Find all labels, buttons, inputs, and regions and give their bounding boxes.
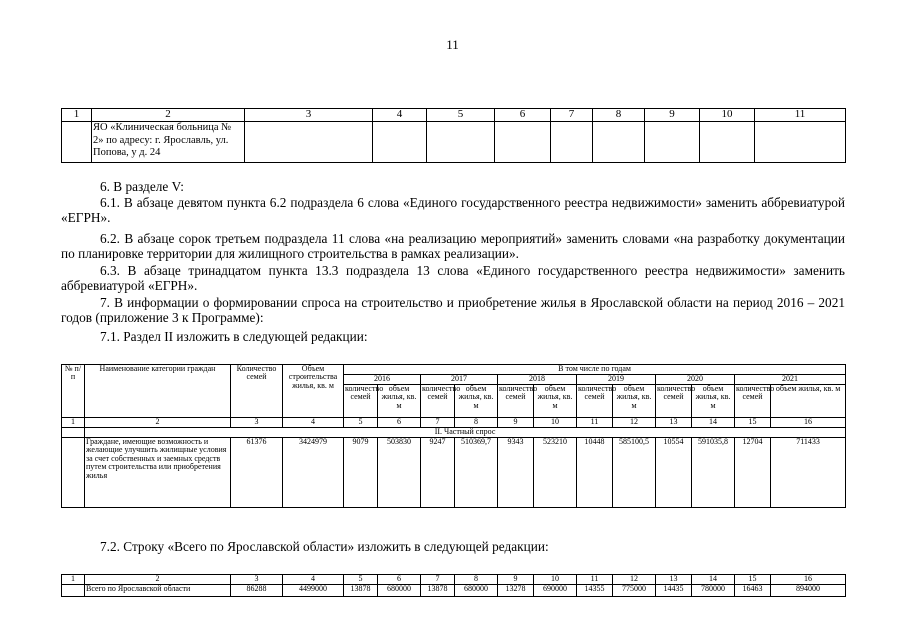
row-value: 14435: [656, 585, 692, 597]
col-number: 3: [231, 418, 283, 428]
col-number: 1: [62, 109, 92, 122]
paragraph: 6.2. В абзаце сорок третьем подраздела 11 слова «на реализацию мероприятий» заменить словами «на разработку документации по планировке территории для жилищного строительства в рамках реализации».: [61, 231, 845, 261]
col-number: 10: [534, 575, 577, 585]
row-number: [62, 438, 85, 508]
col-number: 3: [245, 109, 373, 122]
col-number: 16: [771, 418, 846, 428]
row-value: 690000: [534, 585, 577, 597]
row-value: 13878: [344, 585, 378, 597]
header-year: 2017: [421, 375, 498, 385]
col-number: 2: [85, 418, 231, 428]
header-volume: Объем строительства жилья, кв. м: [283, 365, 344, 418]
table-cell: [62, 428, 85, 438]
col-number: 8: [593, 109, 645, 122]
header-number: № п/п: [62, 365, 85, 418]
col-number: 11: [577, 575, 613, 585]
col-number: 16: [771, 575, 846, 585]
col-number: 10: [700, 109, 755, 122]
header-sub-volume: объем жилья, кв. м: [771, 385, 846, 418]
row-value: 591035,8: [692, 438, 735, 508]
table-cell: [245, 122, 373, 163]
col-number: 9: [645, 109, 700, 122]
table-cell: [373, 122, 427, 163]
col-number: 8: [455, 418, 498, 428]
col-number: 11: [577, 418, 613, 428]
col-number: 2: [85, 575, 231, 585]
paragraph: 7.1. Раздел II изложить в следующей редакции:: [100, 329, 368, 344]
row-value: 10554: [656, 438, 692, 508]
table-hospital: [61, 108, 846, 163]
col-number: 6: [495, 109, 551, 122]
col-number: 11: [755, 109, 846, 122]
column-number-row: [62, 418, 846, 428]
col-number: 1: [62, 575, 85, 585]
header-year: 2018: [498, 375, 577, 385]
table-cell: [645, 122, 700, 163]
row-value: 780000: [692, 585, 735, 597]
table-cell: [593, 122, 645, 163]
header-year: 2021: [735, 375, 846, 385]
page-number: 11: [446, 37, 459, 52]
row-category: Граждане, имеющие возможность и желающие улучшить жилищные условия за счет собственных и заемных средств путем строительства или приобретения жилья: [85, 438, 231, 508]
header-sub-families: количество семей: [421, 385, 455, 418]
row-value: 61376: [231, 438, 283, 508]
col-number: 6: [378, 575, 421, 585]
column-number-row: [62, 575, 846, 585]
col-number: 5: [344, 418, 378, 428]
col-number: 9: [498, 418, 534, 428]
header-sub-volume: объем жилья, кв. м: [455, 385, 498, 418]
header-sub-families: количество семей: [656, 385, 692, 418]
header-category: Наименование категории граждан: [85, 365, 231, 418]
col-number: 10: [534, 418, 577, 428]
table-demand: [61, 364, 846, 508]
row-value: 680000: [378, 585, 421, 597]
row-value: 503830: [378, 438, 421, 508]
row-value: 894000: [771, 585, 846, 597]
row-value: 10448: [577, 438, 613, 508]
col-number: 12: [613, 575, 656, 585]
col-number: 1: [62, 418, 85, 428]
table-cell: [755, 122, 846, 163]
header-sub-families: количество семей: [577, 385, 613, 418]
row-value: 4499000: [283, 585, 344, 597]
col-number: 13: [656, 575, 692, 585]
col-number: 15: [735, 418, 771, 428]
section-row: [62, 428, 846, 438]
table-cell: [495, 122, 551, 163]
row-value: 16463: [735, 585, 771, 597]
paragraph: 7.2. Строку «Всего по Ярославской области» изложить в следующей редакции:: [100, 539, 549, 554]
table-cell: [62, 122, 92, 163]
header-families: Количество семей: [231, 365, 283, 418]
header-sub-families: количество семей: [498, 385, 534, 418]
col-number: 7: [421, 418, 455, 428]
col-number: 12: [613, 418, 656, 428]
col-number: 7: [551, 109, 593, 122]
col-number: 14: [692, 575, 735, 585]
table-header-row: [62, 365, 846, 375]
table-row: [62, 122, 846, 163]
paragraph: 6.1. В абзаце девятом пункта 6.2 подраздела 6 слова «Единого государственного реестра недвижимости» заменить аббревиатурой «ЕГРН».: [61, 195, 845, 225]
header-year: 2020: [656, 375, 735, 385]
row-value: 711433: [771, 438, 846, 508]
row-value: 9247: [421, 438, 455, 508]
section-title: II. Частный спрос: [85, 428, 846, 438]
row-number: [62, 585, 85, 597]
row-value: 680000: [455, 585, 498, 597]
header-sub-families: количество семей: [735, 385, 771, 418]
row-value: 14355: [577, 585, 613, 597]
header-year: 2019: [577, 375, 656, 385]
table-cell: [700, 122, 755, 163]
table-header-row: [62, 109, 846, 122]
col-number: 15: [735, 575, 771, 585]
col-number: 2: [92, 109, 245, 122]
row-value: 775000: [613, 585, 656, 597]
col-number: 4: [373, 109, 427, 122]
col-number: 6: [378, 418, 421, 428]
col-number: 3: [231, 575, 283, 585]
row-value: 9343: [498, 438, 534, 508]
row-value: 3424979: [283, 438, 344, 508]
row-value: 13878: [421, 585, 455, 597]
header-sub-volume: объем жилья, кв. м: [534, 385, 577, 418]
table-total: [61, 574, 846, 597]
header-sub-volume: объем жилья, кв. м: [378, 385, 421, 418]
col-number: 4: [283, 575, 344, 585]
header-years-group: В том числе по годам: [344, 365, 846, 375]
row-value: 9079: [344, 438, 378, 508]
col-number: 4: [283, 418, 344, 428]
col-number: 14: [692, 418, 735, 428]
row-value: 86288: [231, 585, 283, 597]
col-number: 5: [344, 575, 378, 585]
table-row: [62, 585, 846, 597]
col-number: 7: [421, 575, 455, 585]
table-cell: [551, 122, 593, 163]
table-cell: [427, 122, 495, 163]
col-number: 9: [498, 575, 534, 585]
col-number: 8: [455, 575, 498, 585]
row-category: Всего по Ярославской области: [85, 585, 231, 597]
row-value: 13278: [498, 585, 534, 597]
row-value: 12704: [735, 438, 771, 508]
header-year: 2016: [344, 375, 421, 385]
header-sub-volume: объем жилья, кв. м: [613, 385, 656, 418]
paragraph: 7. В информации о формировании спроса на строительство и приобретение жилья в Ярославской области на период 2016 – 2021 годов (приложение 3 к Программе):: [61, 295, 845, 325]
row-value: 585100,5: [613, 438, 656, 508]
col-number: 5: [427, 109, 495, 122]
row-value: 523210: [534, 438, 577, 508]
paragraph: 6. В разделе V:: [100, 179, 184, 194]
row-value: 510369,7: [455, 438, 498, 508]
header-sub-volume: объем жилья, кв. м: [692, 385, 735, 418]
paragraph: 6.3. В абзаце тринадцатом пункта 13.3 подраздела 13 слова «Единого государственного реестра недвижимости» заменить аббревиатурой «ЕГРН».: [61, 263, 845, 293]
header-sub-families: количество семей: [344, 385, 378, 418]
table-row: [62, 438, 846, 508]
col-number: 13: [656, 418, 692, 428]
facility-name: ЯО «Клиническая больница № 2» по адресу: г. Ярославль, ул. Попова, у д. 24: [92, 122, 245, 163]
